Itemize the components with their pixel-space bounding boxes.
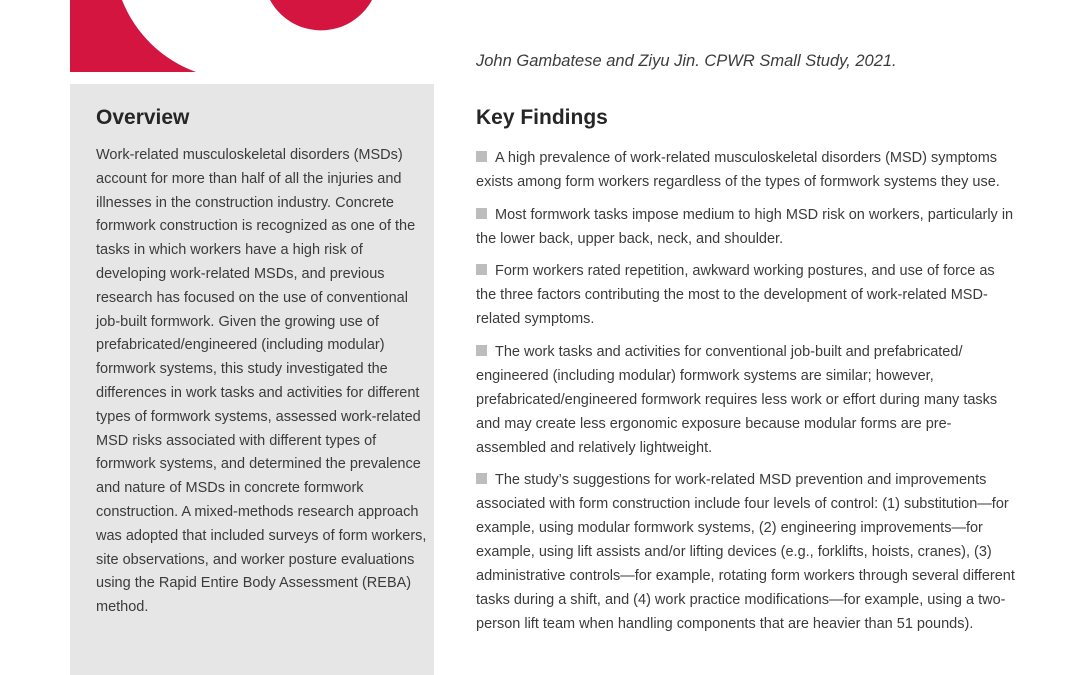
finding-item — [476, 340, 1016, 460]
bullet-square-icon — [476, 208, 487, 219]
finding-item — [476, 146, 1016, 194]
finding-text: A high prevalence of work-related musculoskeletal disorders (MSD) symptoms exists among form workers regardless of the types of formwork systems they use. — [476, 150, 1000, 190]
finding-item — [476, 203, 1016, 251]
finding-text: Most formwork tasks impose medium to high MSD risk on workers, particularly in the lower back, upper back, neck, and shoulder. — [476, 206, 1014, 247]
finding-item — [476, 468, 1016, 636]
finding-item — [476, 259, 1016, 331]
brand-graphic — [0, 0, 440, 75]
overview-body: Work-related musculoskeletal disorders (MSDs) account for more than half of all the injuries and illnesses in the construction industry. Concrete formwork construction is recognized as one of the tasks in which workers have a high risk of developing work-related MSDs, and previous research has focused on the use of conventional job-built formwork. Given the growing use of prefabricated/engineered (including modular) formwork systems, this study investigated the differences in work tasks and activities for different types of formwork systems, assessed work-related MSD risks associated with different types of formwork systems, and determined the prevalence and nature of MSDs in concrete formwork construction. A mixed-methods research approach was adopted that included surveys of form workers, site observations, and worker posture evaluations using the Rapid Entire Body Assessment (REBA) method. — [96, 147, 427, 616]
finding-text: Form workers rated repetition, awkward working postures, and use of force as the three factors contributing the most to the development of work-related MSD-related symptoms. — [476, 263, 995, 327]
study-citation: John Gambatese and Ziyu Jin. CPWR Small Study, 2021. — [476, 52, 897, 70]
bullet-square-icon — [476, 151, 487, 162]
overview-heading: Overview — [96, 106, 190, 129]
key-findings-list — [476, 146, 1016, 636]
bullet-square-icon — [476, 473, 487, 484]
bullet-square-icon — [476, 345, 487, 356]
red-corner-shape — [70, 0, 196, 72]
finding-text: The work tasks and activities for conventional job-built and prefabricated/ engineered (including modular) formwork systems are similar; however, prefabricated/engineered formwork requires less work or effort during many tasks and may create less ergonomic exposure because modular forms are pre-assembled and relatively lightweight. — [476, 343, 998, 456]
red-arc-shape — [270, 0, 372, 30]
bullet-square-icon — [476, 264, 487, 275]
key-findings-section — [476, 106, 1016, 645]
overview-panel — [70, 84, 434, 675]
finding-text: The study’s suggestions for work-related MSD prevention and improvements associated with form construction include four levels of control: (1) substitution—for example, using modular formwork systems, (2) engineering improvements—for example, using lift assists and/or lifting devices (e.g., forklifts, hoists, cranes), (3) administrative controls—for example, rotating form workers through several different tasks during a shift, and (4) work practice modifications—for example, using a two-person lift team when handling components that are heavier than 51 pounds). — [476, 472, 1015, 632]
key-findings-heading: Key Findings — [476, 106, 608, 129]
